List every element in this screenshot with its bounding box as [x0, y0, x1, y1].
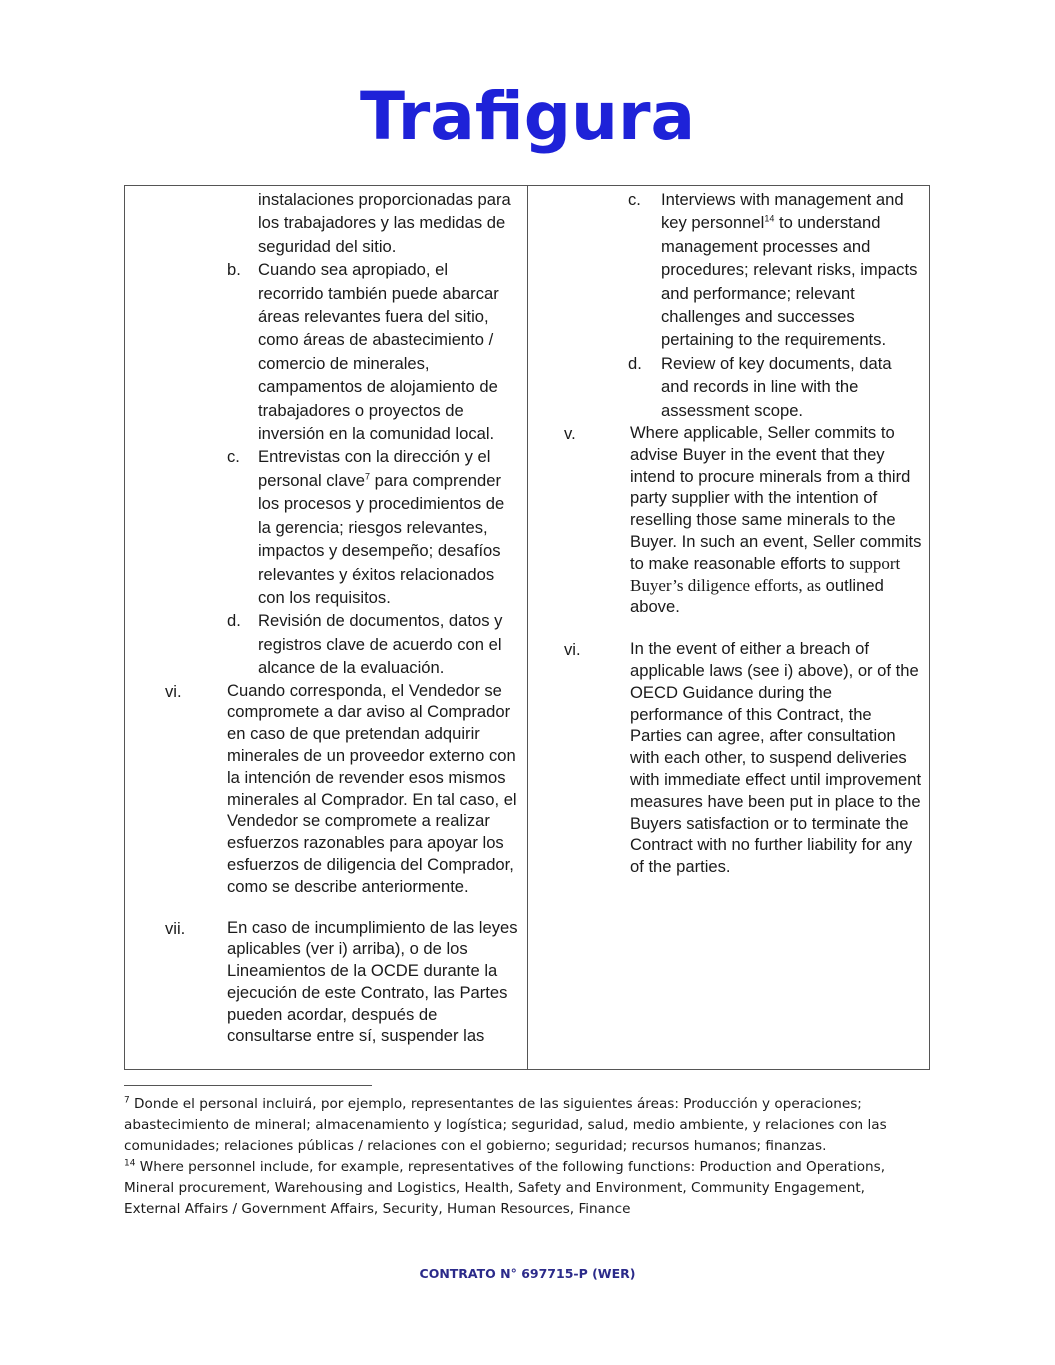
- en-item-d-marker: d.: [628, 353, 642, 373]
- en-item-c: [528, 188, 930, 352]
- es-item-c-text-b: para comprender los procesos y procedimientos de la gerencia; riesgos relevantes, impactos y desempeño; desafíos relevantes y éxitos relacionados con los requisitos.: [258, 470, 505, 607]
- trafigura-logo: Trafigura: [359, 78, 696, 155]
- es-item-d-text: Revisión de documentos, datos y registros clave de acuerdo con el alcance de la evaluación.: [258, 611, 503, 678]
- english-column: [528, 186, 930, 878]
- es-item-vii: [125, 917, 527, 1048]
- es-item-c-text-a: Entrevistas con la dirección y el personal clave: [258, 447, 491, 490]
- es-item-d: [125, 609, 527, 679]
- spanish-column: [125, 186, 527, 1047]
- footnote-14-text: Where personnel include, for example, representatives of the following functions: Production and Operations, Mineral procurement, Warehousing and Logistics, Health, Safety and Environment, Community Engagement, External Affairs / Government Affairs, Security, Human Resources, Finance: [124, 1159, 886, 1217]
- en-item-vi: [528, 638, 930, 878]
- es-item-vii-marker: vii.: [165, 918, 186, 938]
- en-item-v-marker: v.: [564, 424, 576, 444]
- footnote-7-number: 7: [124, 1095, 130, 1106]
- footnotes: [124, 1094, 924, 1220]
- contract-table: [124, 185, 930, 1070]
- en-item-d-text: Review of key documents, data and records in line with the assessment scope.: [661, 353, 892, 420]
- es-item-vi: [125, 680, 527, 898]
- footnote-ref-7[interactable]: 7: [365, 471, 371, 482]
- es-item-c: [125, 445, 527, 609]
- footnote-ref-14[interactable]: 14: [764, 213, 775, 224]
- footnote-7-text: Donde el personal incluirá, por ejemplo, representantes de las siguientes áreas: Producción y operaciones; abastecimiento de mineral; almacenamiento y logística; seguridad, salud, medio ambiente, y relaciones con las comunidades; relaciones públicas / relaciones con el gobierno; seguridad; recursos humanos; finanzas.: [124, 1096, 887, 1154]
- footnote-separator: [124, 1085, 372, 1086]
- en-item-c-marker: c.: [628, 190, 641, 209]
- en-item-v-text-end: outlined above.: [630, 575, 884, 617]
- en-item-v-text-main: Where applicable, Seller commits to advise Buyer in the event that they intend to procure minerals from a third party supplier with the intention of reselling those same minerals to the Buyer. In such an event, Seller commits to make reasonable efforts to: [630, 423, 922, 573]
- es-item-b-marker: b.: [227, 260, 241, 280]
- es-item-a-text: instalaciones proporcionadas para los trabajadores y las medidas de seguridad del sitio.: [258, 190, 511, 256]
- en-item-c-text-a: Interviews with management and key personnel: [661, 190, 904, 233]
- en-item-d: [528, 352, 930, 422]
- es-item-c-marker: c.: [227, 447, 240, 467]
- en-item-c-text-b: to understand management processes and procedures; relevant risks, impacts and performance; relevant challenges and successes pertaining to the requirements.: [661, 213, 918, 350]
- es-item-b: [125, 258, 527, 445]
- contract-number-footer: CONTRATO N° 697715-P (WER): [419, 1266, 636, 1281]
- en-item-c-text: [661, 188, 923, 352]
- es-item-a-continued: [125, 188, 527, 258]
- es-item-b-text: Cuando sea apropiado, el recorrido también puede abarcar áreas relevantes fuera del sitio, como áreas de abastecimiento / comercio de minerales, campamentos de alojamiento de trabajadores o proyectos de inversión en la comunidad local.: [258, 260, 499, 444]
- footnote-14-number: 14: [124, 1158, 136, 1169]
- es-item-vi-text: Cuando corresponda, el Vendedor se compromete a dar aviso al Comprador en caso de que pretendan adquirir minerales de un proveedor externo con la intención de revender esos mismos minerales al Comprador. En tal caso, el Vendedor se compromete a realizar esfuerzos razonables para apoyar los esfuerzos de diligencia del Comprador, como se describe anteriormente.: [227, 680, 517, 896]
- en-item-v: [528, 422, 930, 618]
- footnote-14: [124, 1157, 924, 1220]
- en-item-v-text-serif: support Buyer’s diligence efforts, as: [630, 553, 901, 595]
- es-item-d-marker: d.: [227, 611, 241, 631]
- es-item-vi-marker: vi.: [165, 681, 182, 701]
- en-item-v-text: [630, 422, 925, 618]
- es-item-vii-text: En caso de incumplimiento de las leyes aplicables (ver i) arriba), o de los Lineamientos de la OCDE durante la ejecución de este Contrato, las Partes pueden acordar, después de consultarse entre sí, suspender las: [227, 917, 518, 1046]
- en-item-vi-text: In the event of either a breach of applicable laws (see i) above), or of the OECD Guidance during the performance of this Contract, the Parties can agree, after consultation with each other, to suspend deliveries with immediate effect until improvement measures have been put in place to the Buyers satisfaction or to terminate the Contract with no further liability for any of the parties.: [630, 639, 922, 877]
- es-item-c-text: [258, 445, 518, 609]
- footnote-7: [124, 1094, 924, 1157]
- en-item-vi-marker: vi.: [564, 640, 581, 660]
